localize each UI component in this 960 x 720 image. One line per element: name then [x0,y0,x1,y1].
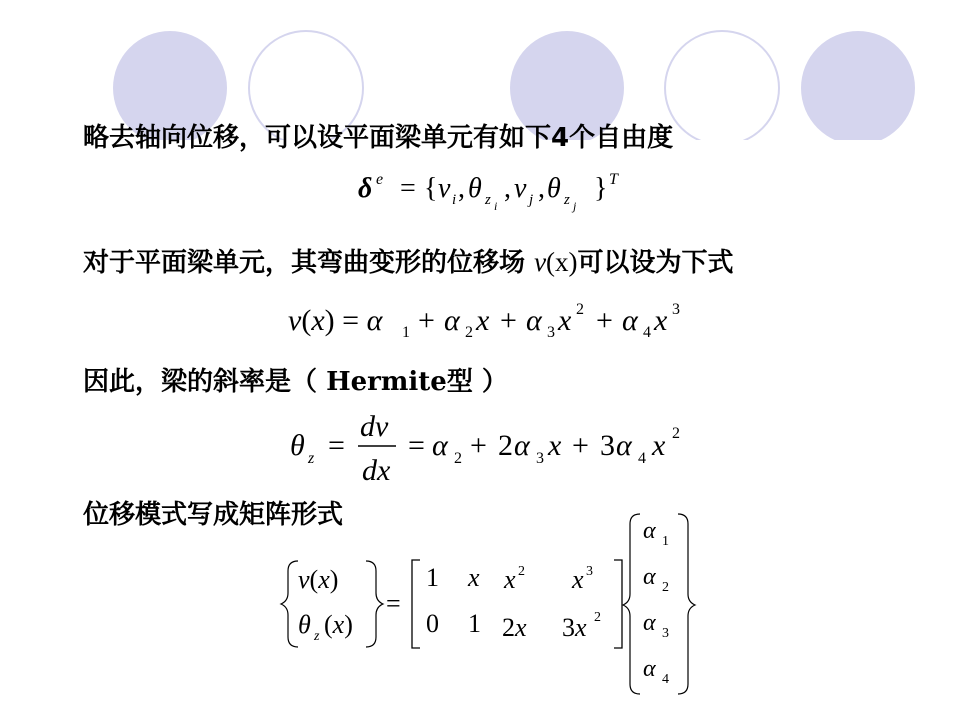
svg-text:2: 2 [518,564,525,579]
svg-text:3: 3 [547,324,555,341]
svg-text:,: , [458,173,465,204]
svg-text:T: T [609,171,618,188]
svg-text:1: 1 [426,563,439,592]
heading-slope-tail: 型 ） [446,367,508,397]
svg-text:dv: dv [360,410,389,443]
svg-text:+: + [418,304,435,337]
svg-text:2: 2 [594,610,601,625]
svg-text:x: x [548,429,562,462]
svg-text:θ: θ [468,173,482,204]
svg-text:{: { [424,173,438,204]
svg-text:v(x) = α: v(x) = α [288,304,383,337]
svg-text:2: 2 [576,301,584,318]
svg-text:=: = [400,173,416,204]
svg-text:δ: δ [358,173,373,204]
svg-text:x: x [476,304,490,337]
svg-text:4: 4 [662,672,669,687]
svg-text:α: α [514,429,530,462]
heading-math-paren: (x) [546,247,578,277]
svg-text:α: α [616,429,632,462]
svg-text:α: α [643,564,656,590]
heading-displacement-tail: 可以设为下式 [577,248,734,278]
svg-text:2: 2 [662,580,669,595]
svg-text:θ: θ [290,429,305,462]
svg-text:1: 1 [402,324,410,341]
svg-text:=: = [408,429,425,462]
equation-displacement-polynomial [288,301,680,341]
equation-matrix-form [281,514,695,694]
heading-matrix-form: 位移模式写成矩阵形式 [83,500,344,530]
heading-math-v: v [534,247,547,277]
heading-slope-text: 因此，梁的斜率是（ [83,367,327,397]
svg-text:3: 3 [600,429,615,462]
svg-text:v(x): v(x) [298,565,339,594]
svg-text:x: x [654,304,668,337]
svg-text:x: x [572,565,584,594]
svg-text:z: z [314,629,320,644]
svg-text:x: x [504,565,516,594]
svg-text:3: 3 [586,564,593,579]
svg-text:}: } [594,173,608,204]
heading-hermite: Hermite [326,367,447,397]
svg-text:α: α [643,610,656,636]
svg-text:x: x [468,563,480,592]
svg-text:v: v [438,173,451,204]
svg-text:,: , [504,173,511,204]
svg-text:4: 4 [638,450,646,467]
svg-text:+: + [500,304,517,337]
svg-text:α: α [432,429,448,462]
svg-text:4: 4 [643,324,651,341]
svg-text:+: + [470,429,487,462]
svg-text:+: + [572,429,589,462]
svg-text:2: 2 [465,324,473,341]
svg-text:α: α [526,304,542,337]
svg-text:z: z [308,450,315,467]
svg-text:j: j [573,199,577,213]
svg-text:i: i [494,199,498,213]
svg-text:=: = [328,429,345,462]
svg-text:α: α [643,656,656,682]
svg-text:0: 0 [426,609,439,638]
svg-text:2: 2 [454,450,462,467]
heading-dof: 略去轴向位移，可以设平面梁单元有如下4个自由度 [83,123,674,153]
svg-text:x: x [652,429,666,462]
heading-displacement-text: 对于平面梁单元，其弯曲变形的位移场 [83,248,535,278]
svg-text:j: j [529,192,534,208]
equation-slope [290,410,680,487]
svg-text:dx: dx [362,454,391,487]
svg-text:x: x [558,304,572,337]
svg-text:,: , [538,173,545,204]
svg-text:e: e [376,171,384,188]
svg-text:2x: 2x [502,613,527,642]
svg-text:α: α [643,518,656,544]
svg-text:=: = [386,589,401,618]
svg-text:3: 3 [662,626,669,641]
equation-dof-vector [358,171,619,213]
svg-text:1: 1 [662,534,669,549]
svg-text:i: i [452,192,457,208]
svg-text:1: 1 [468,609,481,638]
svg-text:θ: θ [547,173,561,204]
svg-text:3: 3 [672,301,680,318]
svg-text:(x): (x) [324,610,353,639]
svg-text:2: 2 [498,429,513,462]
svg-text:z: z [485,192,491,208]
svg-text:α: α [622,304,638,337]
svg-text:z: z [564,192,570,208]
svg-text:3: 3 [536,450,544,467]
svg-text:θ: θ [298,610,311,639]
svg-text:α: α [444,304,460,337]
svg-text:+: + [596,304,613,337]
svg-text:2: 2 [672,425,680,442]
svg-text:3x: 3x [562,613,587,642]
svg-text:v: v [514,173,527,204]
